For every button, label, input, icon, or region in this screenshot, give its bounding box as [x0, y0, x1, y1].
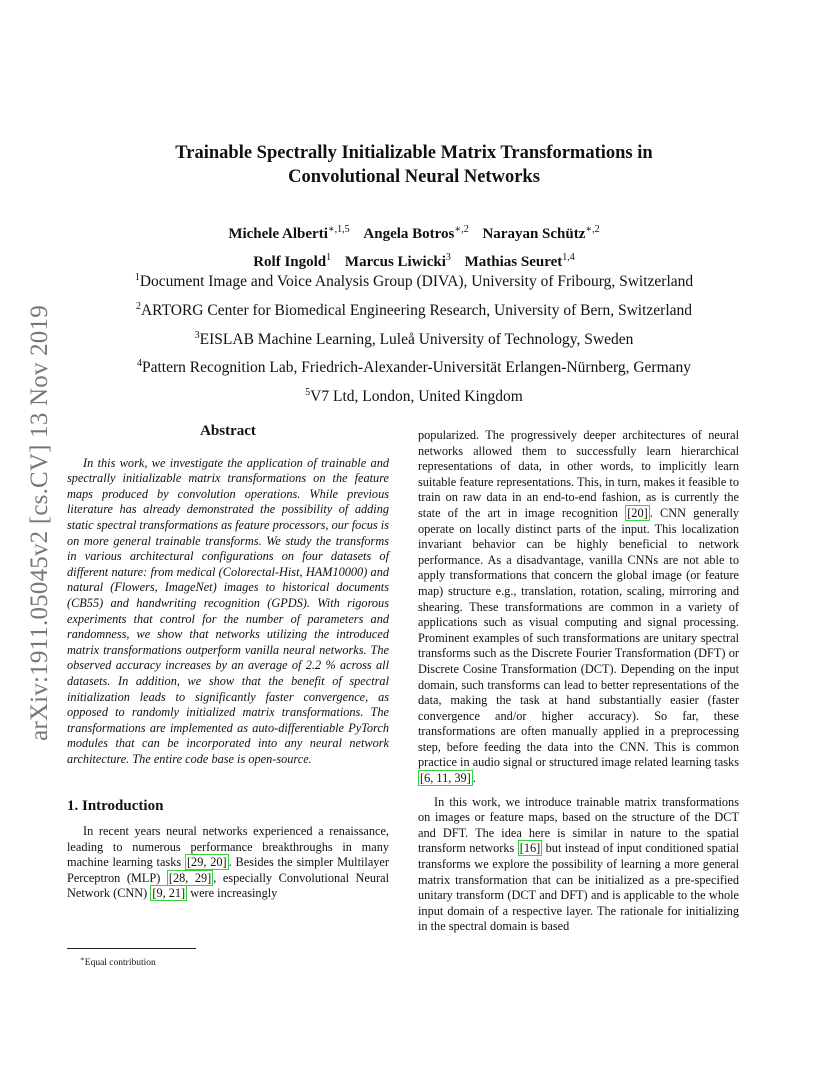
affiliation: $^5$V7 Ltd, London, United Kingdom — [305, 387, 523, 406]
affiliation: $^3$EISLAB Machine Learning, Luleå University of Technology, Sweden — [194, 329, 634, 348]
abstract-text: In this work, we investigate the application of trainable and spectrally initializable matrix transformations on the feature maps produced by convolution operations. While previous literature has already demonstrated the possibility of adding static spectral transformations as feature processors, our focus is on more general trainable transforms. We study the transforms in various architectural configurations on four datasets of different nature: from medical (Colorectal-Hist, HAM10000) and natural (Flowers, ImageNet) images to historical documents (CB55) and handwriting recognition (GPDS). With rigorous experiments that control for the number of parameters and randomness, we show that networks utilizing the introduced matrix transformations outperform vanilla neural networks. The observed accuracy increases by an average of 2.2 % across all datasets. In addition, we show that the benefit of spectral initialization leads to significantly faster convergence, as opposed to randomly initialized matrix transformations. The transformations are implemented as auto-differentiable PyTorch modules that can be incorporated into any neural network architecture. The entire code base is open-source. — [67, 455, 389, 766]
arxiv-identifier: arXiv:1911.05045v2 [cs.CV] 13 Nov 2019 — [26, 305, 53, 741]
footnote: ∗Equal contribution — [80, 955, 156, 969]
citation-link[interactable]: [6, 11, 39] — [420, 771, 471, 786]
citation-link[interactable]: [9, 21] — [152, 886, 186, 901]
introduction-heading: 1. Introduction — [67, 798, 164, 815]
author: Michele Alberti$^{∗,1,5}$ — [228, 224, 350, 242]
author-row-1 — [100, 218, 728, 246]
author: Mathias Seuret$^{1,4}$ — [464, 252, 575, 270]
title-line-2: Convolutional Neural Networks — [288, 167, 540, 187]
title-line-1: Trainable Spectrally Initializable Matrix Transformations in — [175, 143, 653, 163]
left-column — [67, 424, 389, 902]
abstract-heading: Abstract — [200, 423, 256, 439]
arxiv-sidebar — [20, 283, 60, 763]
footnote-rule — [67, 948, 196, 949]
citation-link[interactable]: [20] — [627, 505, 648, 520]
intro-paragraph-1: In recent years neural networks experienced a renaissance, leading to numerous performance breakthroughs in many machine learning tasks [29, 20] . Besides the simpler Multilayer Perceptron (MLP) [28, 29] , especially Convolutional Neural Network (CNN) [9, 21] were increasingly — [67, 824, 390, 901]
citation-link[interactable]: [16] — [519, 841, 541, 856]
paper-title — [100, 141, 728, 189]
intro-paragraph-2: popularized. The progressively deeper architectures of neural networks allowed them to successfully learn hierarchical representations of data, in other words, to implicitly learn suitable feature representations. This, in turn, makes it feasible to train on raw data in an end-to-end fashion, as is currently the state of the art in image recognition [20] . CNN generally operate on locally distinct parts of the input. This localization invariant behavior can be highly beneficial to network performance. As a disadvantage, vanilla CNNs are not able to apply transformations that concern the global image (or feature map) structure e.g., translation, rotation, scaling, mirroring and shearing. These transformations are common in a variety of applications such as visual computing and signal processing. Prominent examples of such transformations are unitary spectral transforms such as the Discrete Fourier Transformation (DFT) or Discrete Cosine Transformation (DCT). Depending on the input domain, such transforms can lead to better representations of the data, making the task at hand substantially easier (faster convergence and/or higher accuracy). So far, these transformations are often manually applied in a preprocessing step, before feeding the data into the CNN. This is common practice in audio signal or structured image related learning tasks [6, 11, 39] . — [418, 428, 740, 786]
right-column — [418, 428, 739, 935]
author: Rolf Ingold$^1$ — [253, 252, 332, 270]
citation-link[interactable]: [29, 20] — [186, 855, 227, 870]
author: Marcus Liwicki$^3$ — [344, 252, 451, 270]
affiliation: $^4$Pattern Recognition Lab, Friedrich-Alexander-Universität Erlangen-Nürnberg, Germany — [136, 358, 692, 377]
citation-link[interactable]: [28, 29] — [168, 870, 212, 885]
intro-paragraph-3: In this work, we introduce trainable matrix transformations on images or feature maps, based on the structure of the DCT and DFT. The idea here is similar in nature to the spatial transform networks [16] but instead of input conditioned spatial transforms we explore the possibility of learning a more general matrix transformation that can be initialized as a pre-specified unitary transform (DCT and DFT) and is applicable to the whole input domain of a respective layer. The rationale for initializing in the spectral domain is based — [418, 794, 739, 934]
affiliation-list — [80, 266, 748, 410]
affiliation: $^2$ARTORG Center for Biomedical Engineering Research, University of Bern, Switzerland — [135, 300, 693, 319]
author: Angela Botros$^{∗,2}$ — [363, 224, 469, 242]
author: Narayan Schütz$^{∗,2}$ — [482, 224, 600, 242]
affiliation: $^1$Document Image and Voice Analysis Group (DIVA), University of Fribourg, Switzerland — [134, 272, 694, 291]
